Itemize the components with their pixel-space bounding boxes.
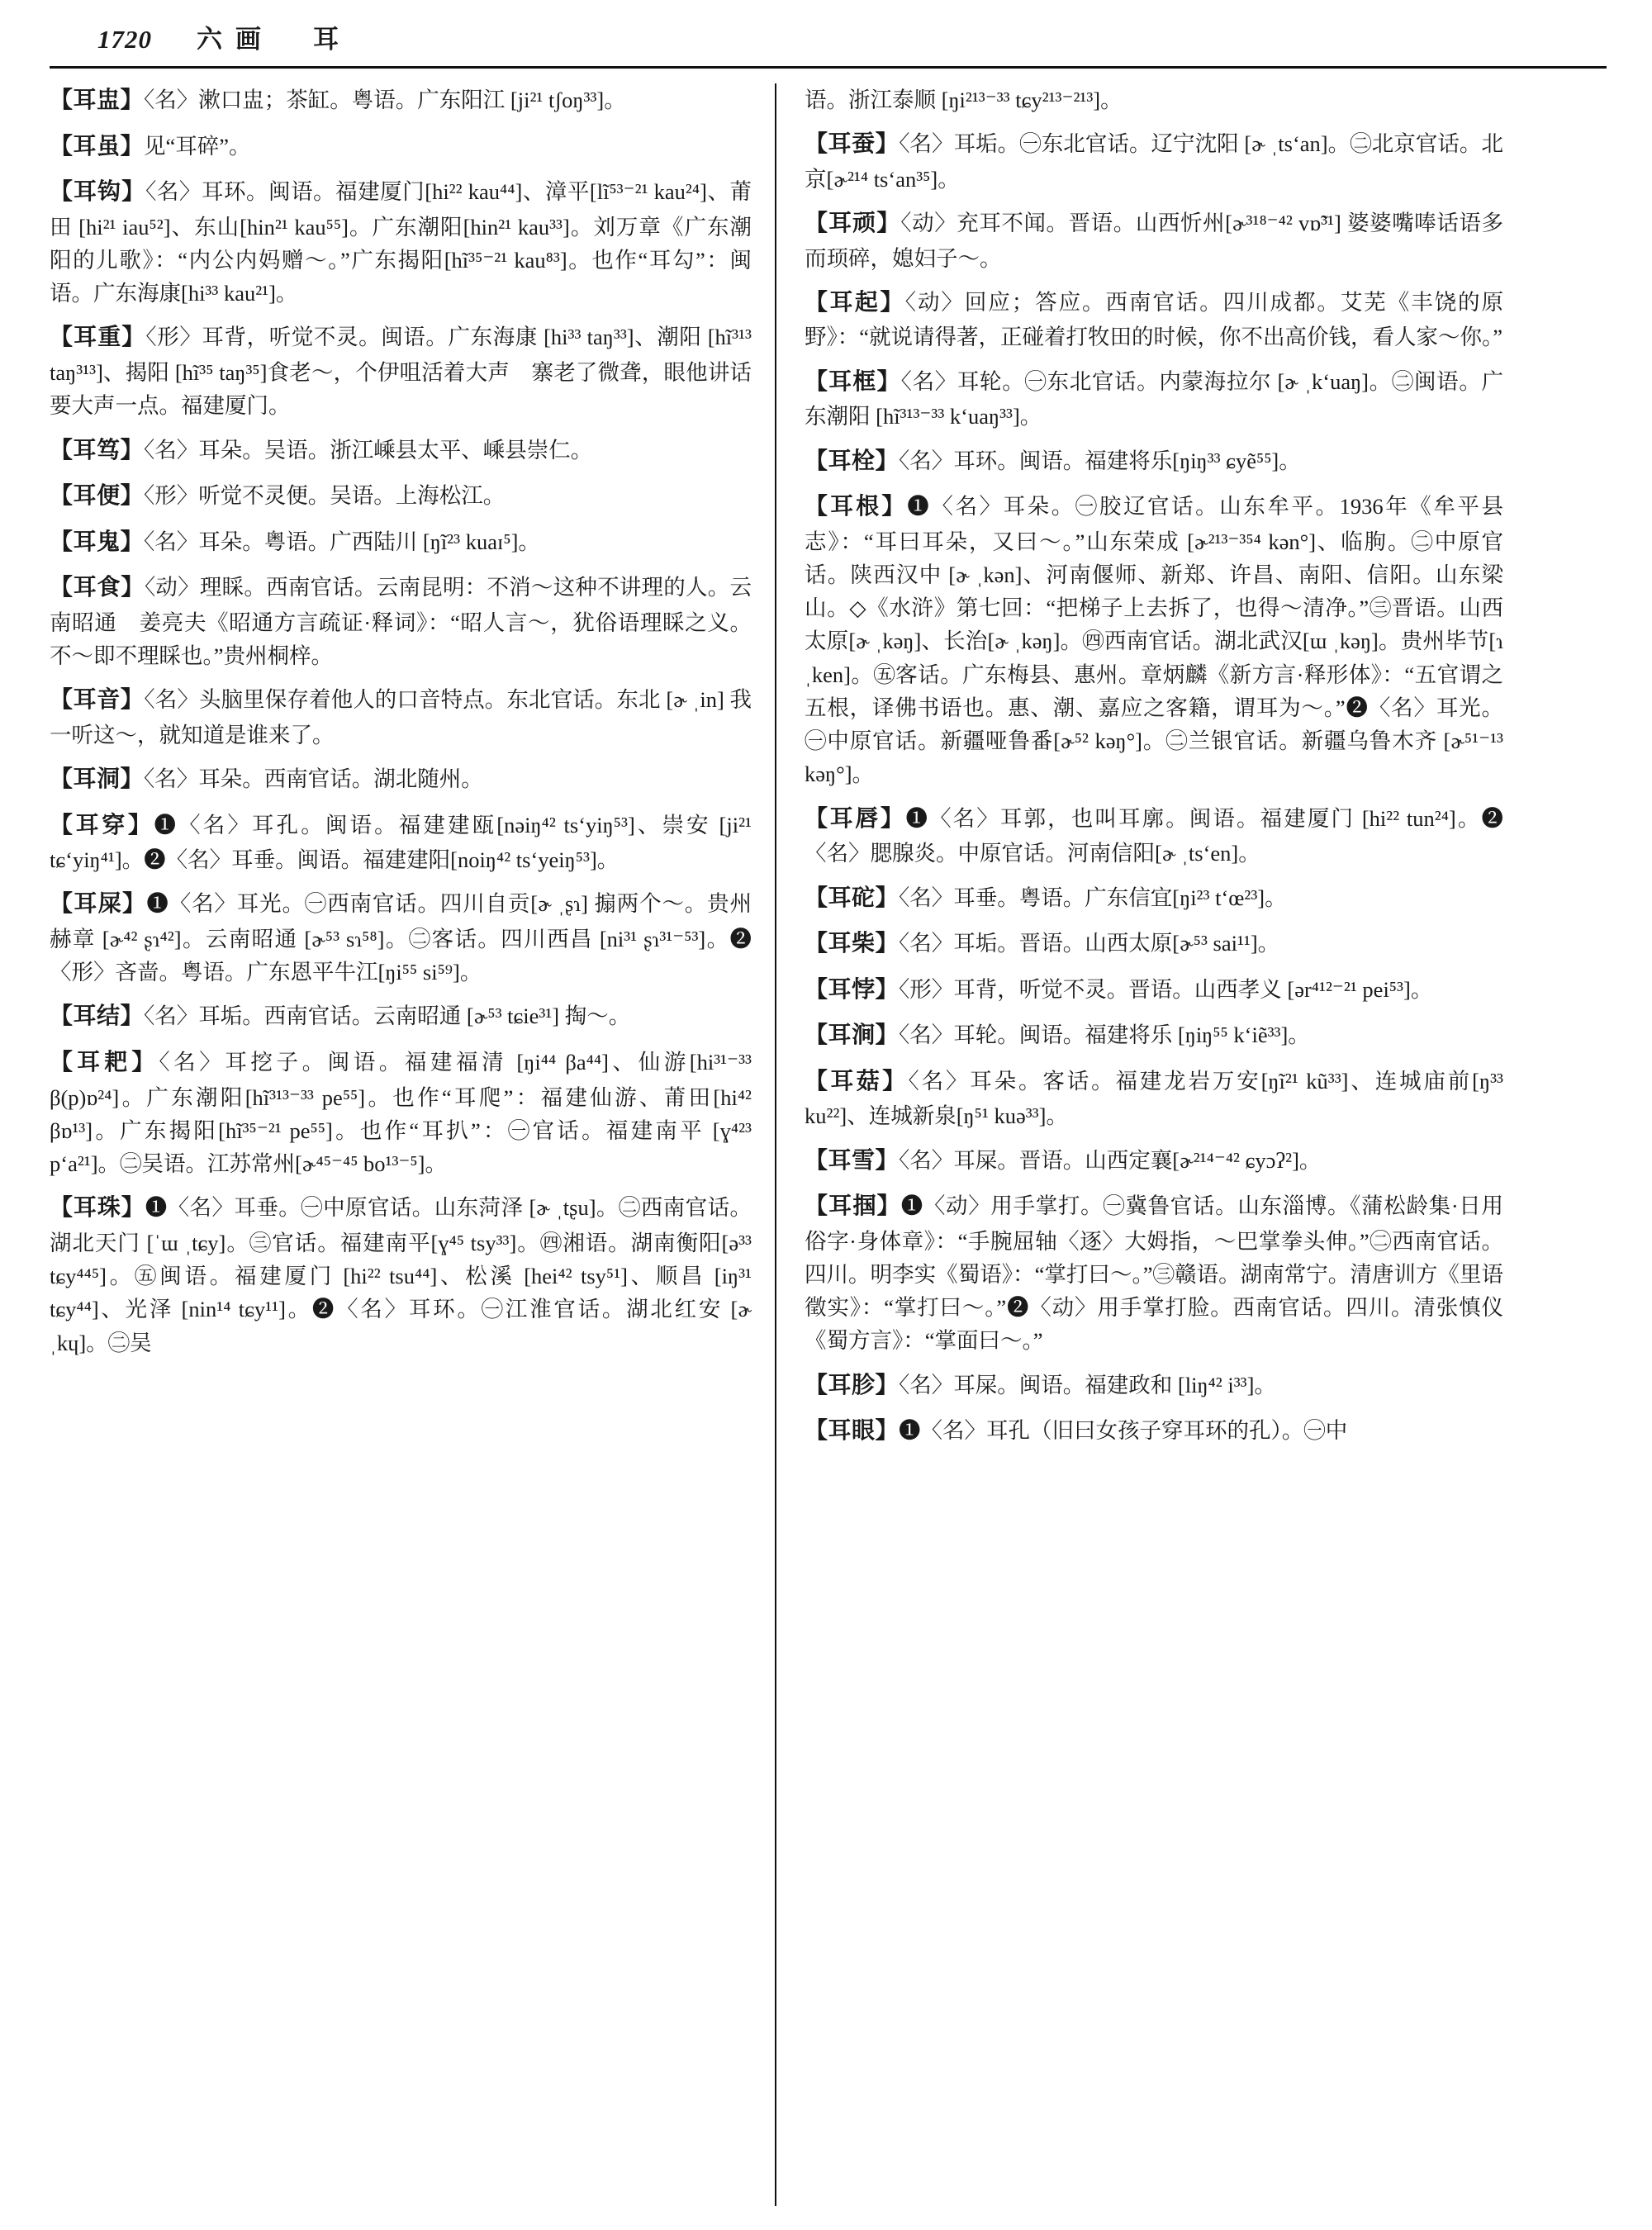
left-column bbox=[50, 83, 776, 2206]
entry-headword: 【耳音】 bbox=[50, 687, 145, 714]
entry-body: ❶〈名〉耳垂。㊀中原官话。山东菏泽 [ɚ ˌtʂu]。㊁西南官话。湖北天门 [ˈɯ ˌtɕy]。㊂官话。福建南平[ɣ⁴⁵ tsy³³]。㊃湘语。湖南衡阳[ə³³ tɕy⁴⁴⁵]。㊄闽语。福建厦门 [hi²² tsu⁴⁴]、松溪 [hei⁴² tsy⁵¹]、顺昌 [iŋ³¹ tɕy⁴⁴]、光泽 [nin¹⁴ tɕy¹¹]。❷〈名〉耳环。㊀江淮官话。湖北红安 [ɚ ˌkɥ]。㊁吴 bbox=[50, 1195, 752, 1355]
entry-body: 语。浙江泰顺 [ŋi²¹³⁻³³ tɕy²¹³⁻²¹³]。 bbox=[805, 88, 1123, 112]
entry-headword: 【耳起】 bbox=[805, 289, 905, 316]
dictionary-entry bbox=[50, 1046, 752, 1180]
entry-headword: 【耳结】 bbox=[50, 1004, 145, 1030]
dictionary-entry bbox=[50, 887, 752, 989]
dictionary-entry bbox=[50, 762, 752, 798]
entry-headword: 【耳盅】 bbox=[50, 88, 145, 113]
entry-body: 〈形〉听觉不灵便。吴语。上海松江。 bbox=[144, 483, 506, 509]
entry-body: 〈名〉耳朵。客话。福建龙岩万安[ŋĩ²¹ kũ³³]、连城庙前[ŋ³³ ku²²]、连城新泉[ŋ⁵¹ kuə³³]。 bbox=[805, 1068, 1503, 1129]
entry-body: 〈名〉耳环。闽语。福建厦门[hi²² kau⁴⁴]、漳平[lĩ⁵³⁻²¹ kau²⁴]、莆田 [hi²¹ iau⁵²]、东山[hin²¹ kau⁵⁵]。广东潮阳[hin²¹ kau³³]。刘万章《广东潮阳的儿歌》：“内公内妈赠～。”广东揭阳[hĩ³⁵⁻²¹ kau⁸³]。也作“耳勾”：闽语。广东海康[hi³³ kau²¹]。 bbox=[50, 179, 752, 306]
entry-body: 〈名〉耳环。闽语。福建将乐[ŋiŋ³³ ɕyẽ⁵⁵]。 bbox=[899, 448, 1301, 473]
dictionary-entry bbox=[50, 683, 752, 752]
entry-body: 〈名〉耳垢。晋语。山西太原[ɚ⁵³ sai¹¹]。 bbox=[899, 931, 1280, 956]
dictionary-entry bbox=[50, 130, 752, 165]
dictionary-entry bbox=[50, 571, 752, 672]
entry-headword: 【耳胗】 bbox=[805, 1372, 900, 1398]
entry-body: 〈名〉耳轮。闽语。福建将乐 [ŋiŋ⁵⁵ kʻiẽ³³]。 bbox=[899, 1022, 1310, 1048]
entry-body: 〈名〉耳轮。㊀东北官话。内蒙海拉尔 [ɚ ˌkʻuaŋ]。㊁闽语。广东潮阳 [hĩ³¹³⁻³³ kʻuaŋ³³]。 bbox=[805, 368, 1503, 429]
entry-headword: 【耳重】 bbox=[50, 325, 146, 351]
entry-headword: 【耳柴】 bbox=[805, 931, 900, 957]
dictionary-entry bbox=[805, 1018, 1503, 1054]
entry-headword: 【耳顽】 bbox=[805, 211, 901, 237]
entry-headword: 【耳掴】 bbox=[805, 1193, 901, 1220]
dictionary-entry bbox=[50, 809, 752, 877]
dictionary-entry bbox=[805, 881, 1503, 917]
dictionary-entry bbox=[805, 927, 1503, 962]
dictionary-entry bbox=[805, 127, 1503, 196]
entry-body: 〈名〉耳垢。㊀东北官话。辽宁沈阳 [ɚ ˌtsʻan]。㊁北京官话。北京[ɚ²¹⁴ tsʻan³⁵]。 bbox=[805, 131, 1503, 192]
right-column bbox=[776, 83, 1503, 2206]
entry-body: 〈形〉耳背，听觉不灵。晋语。山西孝义 [ər⁴¹²⁻²¹ pei⁵³]。 bbox=[899, 976, 1433, 1002]
dictionary-entry bbox=[805, 1065, 1503, 1133]
entry-body: 〈动〉回应；答应。西南官话。四川成都。艾芜《丰饶的原野》：“就说请得著，正碰着打牧田的时候，你不出高价钱，看人家～你。” bbox=[805, 289, 1503, 350]
entry-headword: 【耳便】 bbox=[50, 483, 145, 510]
page-header bbox=[50, 18, 1607, 63]
page-section-label: 六画 耳 bbox=[197, 25, 352, 54]
entry-body: 〈名〉耳屎。晋语。山西定襄[ɚ²¹⁴⁻⁴² ɕyɔʔ²]。 bbox=[899, 1147, 1322, 1173]
entry-body: 〈名〉耳挖子。闽语。福建福清 [ŋi⁴⁴ βa⁴⁴]、仙游[hi³¹⁻³³ β(p)ɒ²⁴]。广东潮阳[hĩ³¹³⁻³³ pe⁵⁵]。也作“耳爬”：福建仙游、莆田[hi⁴² βɒ¹³]。广东揭阳[hĩ³⁵⁻²¹ pe⁵⁵]。也作“耳扒”：㊀官话。福建南平 [ɣ⁴²³ pʻa²¹]。㊁吴语。江苏常州[ɚ⁴⁵⁻⁴⁵ bo¹³⁻⁵]。 bbox=[50, 1050, 752, 1177]
entry-headword: 【耳耙】 bbox=[50, 1050, 159, 1076]
entry-headword: 【耳栓】 bbox=[805, 448, 900, 474]
dictionary-entry bbox=[50, 320, 752, 422]
dictionary-entry bbox=[50, 434, 752, 469]
dictionary-entry bbox=[805, 973, 1503, 1008]
column-container bbox=[50, 83, 1607, 2206]
dictionary-entry-continuation bbox=[805, 83, 1503, 116]
dictionary-entry bbox=[805, 206, 1503, 275]
entry-headword: 【耳蚕】 bbox=[805, 131, 900, 158]
header-rule bbox=[50, 66, 1607, 69]
entry-headword: 【耳笃】 bbox=[50, 437, 145, 463]
dictionary-entry bbox=[50, 525, 752, 561]
entry-headword: 【耳唇】 bbox=[805, 805, 906, 832]
dictionary-entry bbox=[50, 1191, 752, 1359]
dictionary-entry bbox=[805, 1369, 1503, 1404]
dictionary-entry bbox=[50, 479, 752, 515]
dictionary-entry bbox=[805, 365, 1503, 434]
entry-body: 〈名〉耳朵。吴语。浙江嵊县太平、嵊县崇仁。 bbox=[144, 437, 593, 463]
dictionary-entry bbox=[805, 490, 1503, 791]
page-number: 1720 bbox=[97, 25, 152, 54]
entry-body: 〈动〉充耳不闻。晋语。山西忻州[ɚ³¹⁸⁻⁴² vɒ̃³¹] 婆婆嘴唪话语多而顼碎，媳妇子～。 bbox=[805, 211, 1503, 271]
entry-body: ❶〈名〉耳孔。闽语。福建建瓯[nəiŋ⁴² tsʻyiŋ⁵³]、崇安 [ji²¹ tɕʻyiŋ⁴¹]。❷〈名〉耳垂。闽语。福建建阳[noiŋ⁴² tsʻyeiŋ⁵³]。 bbox=[50, 812, 752, 873]
entry-body: ❶〈动〉用手掌打。㊀冀鲁官话。山东淄博。《蒲松龄集·日用俗字·身体章》：“手腕屈轴〈逐〉大姆指，～巴掌拳头伸。”㊁西南官话。四川。明李实《蜀语》：“掌打曰～。”㊂赣语。湖南常宁。清唐训方《里语徵实》：“掌打曰～。”❷〈动〉用手掌打脸。西南官话。四川。清张慎仪《蜀方言》：“掌面曰～。” bbox=[805, 1193, 1503, 1354]
entry-headword: 【耳涧】 bbox=[805, 1022, 900, 1049]
entry-body: 〈名〉耳朵。西南官话。湖北随州。 bbox=[144, 766, 483, 792]
entry-body: 〈名〉漱口盅；茶缸。粤语。广东阳江 [ji²¹ tʃoŋ³³]。 bbox=[144, 88, 626, 112]
entry-body: 〈名〉耳垢。西南官话。云南昭通 [ɚ⁵³ tɕie³¹] 掏～。 bbox=[144, 1004, 631, 1029]
entry-headword: 【耳食】 bbox=[50, 575, 145, 601]
entry-body: 〈动〉理睬。西南官话。云南昆明：不消～这种不讲理的人。云南昭通 姜亮夫《昭通方言疏证·释词》：“昭人言～，犹俗语理睬之义。不～即不理睬也。”贵州桐梓。 bbox=[50, 575, 752, 668]
entry-body: 〈形〉耳背，听觉不灵。闽语。广东海康 [hi³³ taŋ³³]、潮阳 [hĩ³¹³ taŋ³¹³]、揭阳 [hĩ³⁵ taŋ³⁵]食老～，个伊咀活着大声 寨老了微聋，眼他讲话要大声一点。福建厦门。 bbox=[50, 325, 752, 419]
dictionary-entry bbox=[805, 286, 1503, 354]
dictionary-entry bbox=[805, 1414, 1503, 1450]
entry-headword: 【耳穿】 bbox=[50, 812, 154, 838]
dictionary-entry bbox=[805, 802, 1503, 871]
entry-headword: 【耳虽】 bbox=[50, 133, 145, 159]
dictionary-entry bbox=[50, 999, 752, 1035]
dictionary-entry bbox=[805, 1144, 1503, 1179]
entry-body: 〈名〉耳屎。闽语。福建政和 [liŋ⁴² i³³]。 bbox=[899, 1372, 1276, 1397]
entry-headword: 【耳洞】 bbox=[50, 766, 145, 793]
entry-headword: 【耳鬼】 bbox=[50, 529, 145, 555]
entry-headword: 【耳珠】 bbox=[50, 1195, 145, 1222]
entry-headword: 【耳屎】 bbox=[50, 891, 147, 918]
dictionary-entry bbox=[50, 175, 752, 310]
entry-headword: 【耳砣】 bbox=[805, 885, 900, 911]
dictionary-entry bbox=[50, 83, 752, 119]
entry-body: 〈名〉耳朵。粤语。广西陆川 [ŋĩ²³ kuaɪ⁵]。 bbox=[144, 529, 540, 554]
entry-headword: 【耳悖】 bbox=[805, 976, 900, 1003]
entry-body: ❶〈名〉耳朵。㊀胶辽官话。山东牟平。1936年《牟平县志》：“耳曰耳朵，又曰～。”山东荣成 [ɚ²¹³⁻³⁵⁴ kən°]、临朐。㊁中原官话。陕西汉中 [ɚ ˌkən]、河南偃师、新郑、许昌、南阳、信阳。山东梁山。◇《水浒》第七回：“把梯子上去拆了，也得～清净。”㊂晋语。山西太原[ɚ ˌkəŋ]、长治[ɚ ˌkəŋ]。㊃西南官话。湖北武汉[ɯ ˌkəŋ]。贵州毕节[ɿ ˌken]。㊄客话。广东梅县、惠州。章炳麟《新方言·释形体》：“五官谓之五根，译佛书语也。惠、潮、嘉应之客籍，谓耳为～。”❷〈名〉耳光。㊀中原官话。新疆哑鲁番[ɚ⁵² kəŋ°]。㊁兰银官话。新疆乌鲁木齐 [ɚ⁵¹⁻¹³ kəŋ°]。 bbox=[805, 494, 1503, 787]
entry-body: 〈名〉耳垂。粤语。广东信宜[ŋi²³ tʻœ²³]。 bbox=[899, 885, 1287, 910]
entry-body: ❶〈名〉耳光。㊀西南官话。四川自贡[ɚ ˌʂɿ] 搧两个～。贵州赫章 [ɚ⁴² ʂɿ⁴²]。云南昭通 [ɚ⁵³ sɿ⁵⁸]。㊁客话。四川西昌 [ni³¹ ʂɿ³¹⁻⁵³]。❷〈形〉吝啬。粤语。广东恩平牛江[ŋi⁵⁵ si⁵⁹]。 bbox=[50, 891, 752, 985]
entry-headword: 【耳框】 bbox=[805, 368, 901, 395]
entry-body: ❶〈名〉耳郭，也叫耳廓。闽语。福建厦门 [hi²² tun²⁴]。❷〈名〉腮腺炎。中原官话。河南信阳[ɚ ˌtsʻen]。 bbox=[805, 805, 1503, 866]
entry-headword: 【耳菇】 bbox=[805, 1068, 909, 1094]
entry-headword: 【耳眼】 bbox=[805, 1418, 900, 1445]
entry-body: ❶〈名〉耳孔（旧曰女孩子穿耳环的孔）。㊀中 bbox=[899, 1418, 1348, 1444]
dictionary-entry bbox=[805, 444, 1503, 480]
entry-body: 〈名〉头脑里保存着他人的口音特点。东北官话。东北 [ɚ ˌin] 我一听这～，就知道是谁来了。 bbox=[50, 687, 752, 747]
dictionary-entry bbox=[805, 1189, 1503, 1358]
entry-headword: 【耳雪】 bbox=[805, 1147, 900, 1174]
entry-headword: 【耳根】 bbox=[805, 494, 908, 520]
entry-body: 见“耳碎”。 bbox=[144, 133, 251, 159]
entry-headword: 【耳钩】 bbox=[50, 179, 146, 206]
